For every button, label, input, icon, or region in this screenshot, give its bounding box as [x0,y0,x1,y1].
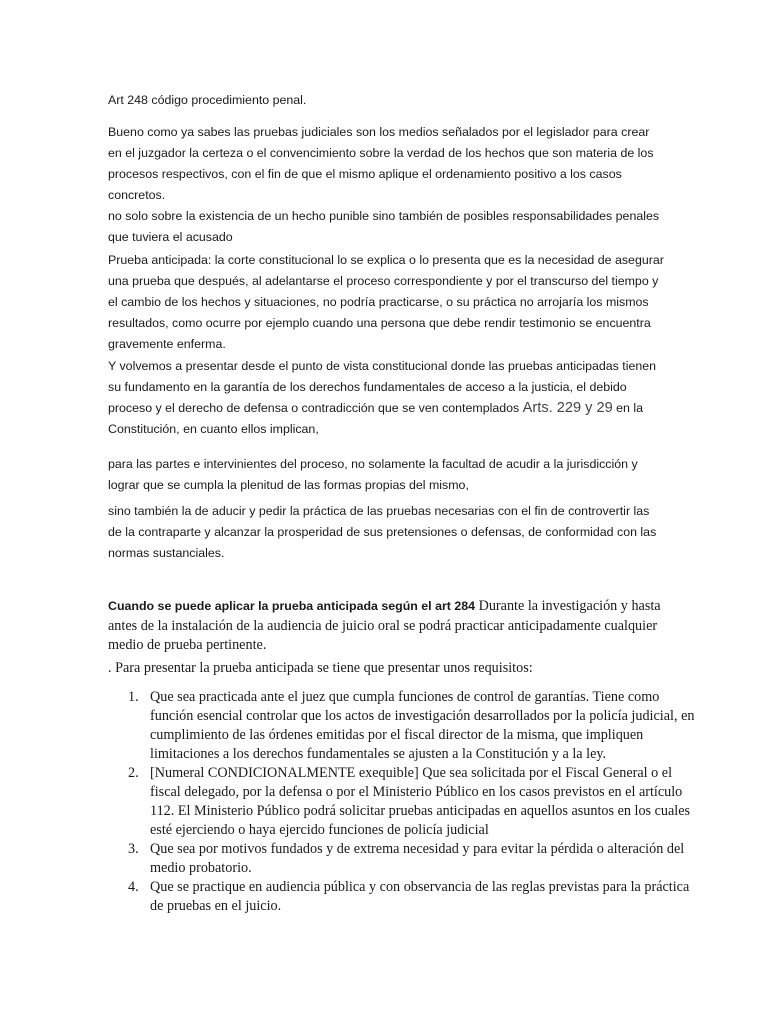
paragraph-requirements-intro: . Para presentar la prueba anticipada se tiene que presentar unos requisitos: [108,660,533,676]
list-item-text: Que sea practicada ante el juez que cumpla funciones de control de garantías. Tiene como función esencial controlar que los actos de investigación desarrollados por la policía judicial, en cumplimiento de las órdenes emitidas por el fiscal director de la misma, que impliquen limitaciones a los derechos fundamentales se ajusten a la Constitución y a la ley. [150,689,695,762]
list-item-number: 2. [128,765,139,781]
constitutional-text-b: en la Constitución, en cuanto ellos implican, [108,401,644,436]
list-item [128,840,706,878]
list-item-text: [Numeral CONDICIONALMENTE exequible] Que sea solicitada por el Fiscal General o el fiscal delegado, por la defensa o por el Ministerio Público en los casos previstos en el artículo 112. El Ministerio Público podrá solicitar pruebas anticipadas en aquellos asuntos en los cuales esté ejerciendo o haya ejercido funciones de policía judicial [150,765,691,838]
list-item-number: 1. [128,689,139,705]
list-item-text: Que sea por motivos fundados y de extrema necesidad y para evitar la pérdida o alteración del medio probatorio. [150,841,685,876]
paragraph-responsibilities: no solo sobre la existencia de un hecho punible sino también de posibles responsabilidades penales que tuviera el acusado [108,209,660,244]
constitutional-text-a: Y volvemos a presentar desde el punto de vista constitucional donde las pruebas anticipadas tienen su fundamento en la garantía de los derechos fundamentales de acceso a la justicia, el debido proceso y el derecho de defensa o contradicción que se ven contemplados [108,359,657,415]
requirements-list [108,688,706,916]
list-item [128,688,706,764]
paragraph-definition: Bueno como ya sabes las pruebas judiciales son los medios señalados por el legislador para crear en el juzgador la certeza o el convencimiento sobre la verdad de los hechos que son materia de los procesos respectivos, con el fin de que el mismo aplique el ordenamiento positivo a los casos concretos. [108,125,654,202]
paragraph-art-284 [108,596,664,655]
document-title: Art 248 código procedimiento penal. [108,93,307,107]
paragraph-constitutional [108,356,664,440]
list-item-number: 3. [128,841,139,857]
list-item [128,878,706,916]
paragraph-parties: para las partes e intervinientes del proceso, no solamente la facultad de acudir a la jurisdicción y lograr que se cumpla la plenitud de las formas propias del mismo, [108,457,638,492]
list-item-number: 4. [128,879,139,895]
constitution-articles-ref: Arts. 229 y 29 [522,400,613,416]
paragraph-contraparte: sino también la de aducir y pedir la práctica de las pruebas necesarias con el fin de controvertir las de la contraparte y alcanzar la prosperidad de sus pretensiones o defensas, de conformidad con las normas sustanciales. [108,504,657,560]
paragraph-prueba-anticipada: Prueba anticipada: la corte constitucional lo se explica o lo presenta que es la necesidad de asegurar una prueba que después, al adelantarse el proceso correspondiente y por el transcurso del tiempo y el cambio de los hechos y situaciones, no podría practicarse, o su práctica no arrojaría los mismos resultados, como ocurre por ejemplo cuando una persona que debe rendir testimonio se encuentra gravemente enferma. [108,253,664,351]
list-item-text: Que se practique en audiencia pública y con observancia de las reglas previstas para la práctica de pruebas en el juicio. [150,879,690,914]
list-item [128,764,706,840]
art-284-text: Durante la investigación y hasta antes de la instalación de la audiencia de juicio oral se podrá practicar anticipadamente cualquier medio de prueba pertinente. [108,598,661,653]
art-284-heading: Cuando se puede aplicar la prueba anticipada según el art 284 [108,599,476,613]
